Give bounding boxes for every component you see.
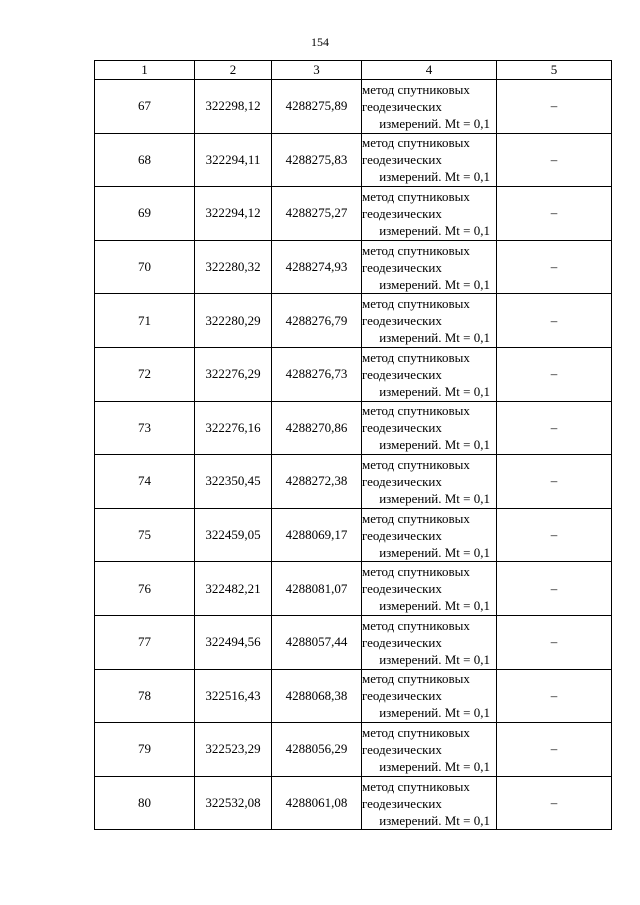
- x-coordinate-cell: 322532,08: [195, 776, 272, 830]
- method-text-line: измерений. Mt = 0,1: [379, 437, 490, 453]
- method-cell: [362, 240, 497, 294]
- x-coordinate-cell: 322516,43: [195, 669, 272, 723]
- table-row: [95, 723, 612, 777]
- point-number-cell: 72: [95, 347, 195, 401]
- y-coordinate-cell: 4288275,27: [272, 187, 362, 241]
- x-coordinate-cell: 322294,11: [195, 133, 272, 187]
- method-text-line: геодезических: [362, 420, 442, 436]
- method-cell: [362, 80, 497, 134]
- coordinates-table: [94, 60, 612, 830]
- method-text-line: метод спутниковых: [362, 242, 470, 258]
- method-cell: [362, 187, 497, 241]
- x-coordinate-cell: 322280,29: [195, 294, 272, 348]
- point-number-cell: 71: [95, 294, 195, 348]
- method-cell: [362, 723, 497, 777]
- point-number-cell: 67: [95, 80, 195, 134]
- point-number-cell: 80: [95, 776, 195, 830]
- method-text-line: геодезических: [362, 795, 442, 811]
- method-text-line: геодезических: [362, 581, 442, 597]
- method-text-line: измерений. Mt = 0,1: [379, 115, 490, 131]
- table-row: [95, 455, 612, 509]
- method-text-line: геодезических: [362, 366, 442, 382]
- method-text-line: метод спутниковых: [362, 671, 470, 687]
- method-text-line: метод спутниковых: [362, 296, 470, 312]
- column-header: 3: [272, 61, 362, 80]
- method-text-line: измерений. Mt = 0,1: [379, 705, 490, 721]
- method-text-line: измерений. Mt = 0,1: [379, 812, 490, 828]
- x-coordinate-cell: 322276,16: [195, 401, 272, 455]
- description-cell: –: [497, 347, 612, 401]
- point-number-cell: 78: [95, 669, 195, 723]
- method-text-line: геодезических: [362, 527, 442, 543]
- x-coordinate-cell: 322350,45: [195, 455, 272, 509]
- y-coordinate-cell: 4288081,07: [272, 562, 362, 616]
- header-row: [95, 61, 612, 80]
- y-coordinate-cell: 4288276,79: [272, 294, 362, 348]
- method-text-line: геодезических: [362, 259, 442, 275]
- table-row: [95, 776, 612, 830]
- description-cell: –: [497, 669, 612, 723]
- y-coordinate-cell: 4288274,93: [272, 240, 362, 294]
- method-text-line: измерений. Mt = 0,1: [379, 222, 490, 238]
- x-coordinate-cell: 322523,29: [195, 723, 272, 777]
- method-text-line: метод спутниковых: [362, 510, 470, 526]
- description-cell: –: [497, 401, 612, 455]
- point-number-cell: 76: [95, 562, 195, 616]
- method-text-line: измерений. Mt = 0,1: [379, 544, 490, 560]
- description-cell: –: [497, 133, 612, 187]
- method-cell: [362, 401, 497, 455]
- point-number-cell: 70: [95, 240, 195, 294]
- description-cell: –: [497, 615, 612, 669]
- method-text-line: измерений. Mt = 0,1: [379, 490, 490, 506]
- x-coordinate-cell: 322298,12: [195, 80, 272, 134]
- method-text-line: метод спутниковых: [362, 778, 470, 794]
- method-cell: [362, 669, 497, 723]
- method-cell: [362, 294, 497, 348]
- column-header: 2: [195, 61, 272, 80]
- method-text-line: метод спутниковых: [362, 188, 470, 204]
- x-coordinate-cell: 322276,29: [195, 347, 272, 401]
- method-text-line: измерений. Mt = 0,1: [379, 383, 490, 399]
- method-text-line: геодезических: [362, 688, 442, 704]
- method-text-line: метод спутниковых: [362, 349, 470, 365]
- table-row: [95, 133, 612, 187]
- table-row: [95, 187, 612, 241]
- method-cell: [362, 615, 497, 669]
- method-text-line: геодезических: [362, 98, 442, 114]
- method-text-line: измерений. Mt = 0,1: [379, 330, 490, 346]
- point-number-cell: 79: [95, 723, 195, 777]
- table-row: [95, 669, 612, 723]
- method-cell: [362, 776, 497, 830]
- method-text-line: метод спутниковых: [362, 724, 470, 740]
- method-text-line: измерений. Mt = 0,1: [379, 276, 490, 292]
- description-cell: –: [497, 187, 612, 241]
- description-cell: –: [497, 723, 612, 777]
- table-row: [95, 80, 612, 134]
- y-coordinate-cell: 4288270,86: [272, 401, 362, 455]
- method-text-line: измерений. Mt = 0,1: [379, 758, 490, 774]
- table-row: [95, 615, 612, 669]
- point-number-cell: 69: [95, 187, 195, 241]
- table-row: [95, 562, 612, 616]
- x-coordinate-cell: 322494,56: [195, 615, 272, 669]
- y-coordinate-cell: 4288061,08: [272, 776, 362, 830]
- description-cell: –: [497, 294, 612, 348]
- method-cell: [362, 508, 497, 562]
- y-coordinate-cell: 4288272,38: [272, 455, 362, 509]
- column-header: 4: [362, 61, 497, 80]
- x-coordinate-cell: 322280,32: [195, 240, 272, 294]
- method-text-line: метод спутниковых: [362, 456, 470, 472]
- method-text-line: измерений. Mt = 0,1: [379, 169, 490, 185]
- method-text-line: геодезических: [362, 313, 442, 329]
- method-text-line: геодезических: [362, 473, 442, 489]
- description-cell: –: [497, 562, 612, 616]
- method-text-line: метод спутниковых: [362, 403, 470, 419]
- point-number-cell: 73: [95, 401, 195, 455]
- y-coordinate-cell: 4288056,29: [272, 723, 362, 777]
- method-text-line: геодезических: [362, 634, 442, 650]
- description-cell: –: [497, 508, 612, 562]
- column-header: 5: [497, 61, 612, 80]
- method-text-line: метод спутниковых: [362, 135, 470, 151]
- method-text-line: измерений. Mt = 0,1: [379, 598, 490, 614]
- point-number-cell: 75: [95, 508, 195, 562]
- method-text-line: измерений. Mt = 0,1: [379, 651, 490, 667]
- method-text-line: метод спутниковых: [362, 617, 470, 633]
- y-coordinate-cell: 4288069,17: [272, 508, 362, 562]
- method-cell: [362, 562, 497, 616]
- table-row: [95, 240, 612, 294]
- table-row: [95, 347, 612, 401]
- y-coordinate-cell: 4288275,89: [272, 80, 362, 134]
- method-text-line: метод спутниковых: [362, 564, 470, 580]
- method-text-line: геодезических: [362, 152, 442, 168]
- table-row: [95, 401, 612, 455]
- y-coordinate-cell: 4288068,38: [272, 669, 362, 723]
- method-cell: [362, 133, 497, 187]
- point-number-cell: 74: [95, 455, 195, 509]
- point-number-cell: 77: [95, 615, 195, 669]
- description-cell: –: [497, 240, 612, 294]
- x-coordinate-cell: 322459,05: [195, 508, 272, 562]
- table-body: [95, 80, 612, 830]
- method-text-line: геодезических: [362, 741, 442, 757]
- y-coordinate-cell: 4288057,44: [272, 615, 362, 669]
- table-row: [95, 294, 612, 348]
- description-cell: –: [497, 776, 612, 830]
- method-cell: [362, 347, 497, 401]
- page-number: 154: [311, 35, 329, 49]
- x-coordinate-cell: 322482,21: [195, 562, 272, 616]
- x-coordinate-cell: 322294,12: [195, 187, 272, 241]
- column-header: 1: [95, 61, 195, 80]
- description-cell: –: [497, 455, 612, 509]
- table-row: [95, 508, 612, 562]
- description-cell: –: [497, 80, 612, 134]
- method-text-line: геодезических: [362, 205, 442, 221]
- point-number-cell: 68: [95, 133, 195, 187]
- y-coordinate-cell: 4288276,73: [272, 347, 362, 401]
- method-cell: [362, 455, 497, 509]
- method-text-line: метод спутниковых: [362, 81, 470, 97]
- y-coordinate-cell: 4288275,83: [272, 133, 362, 187]
